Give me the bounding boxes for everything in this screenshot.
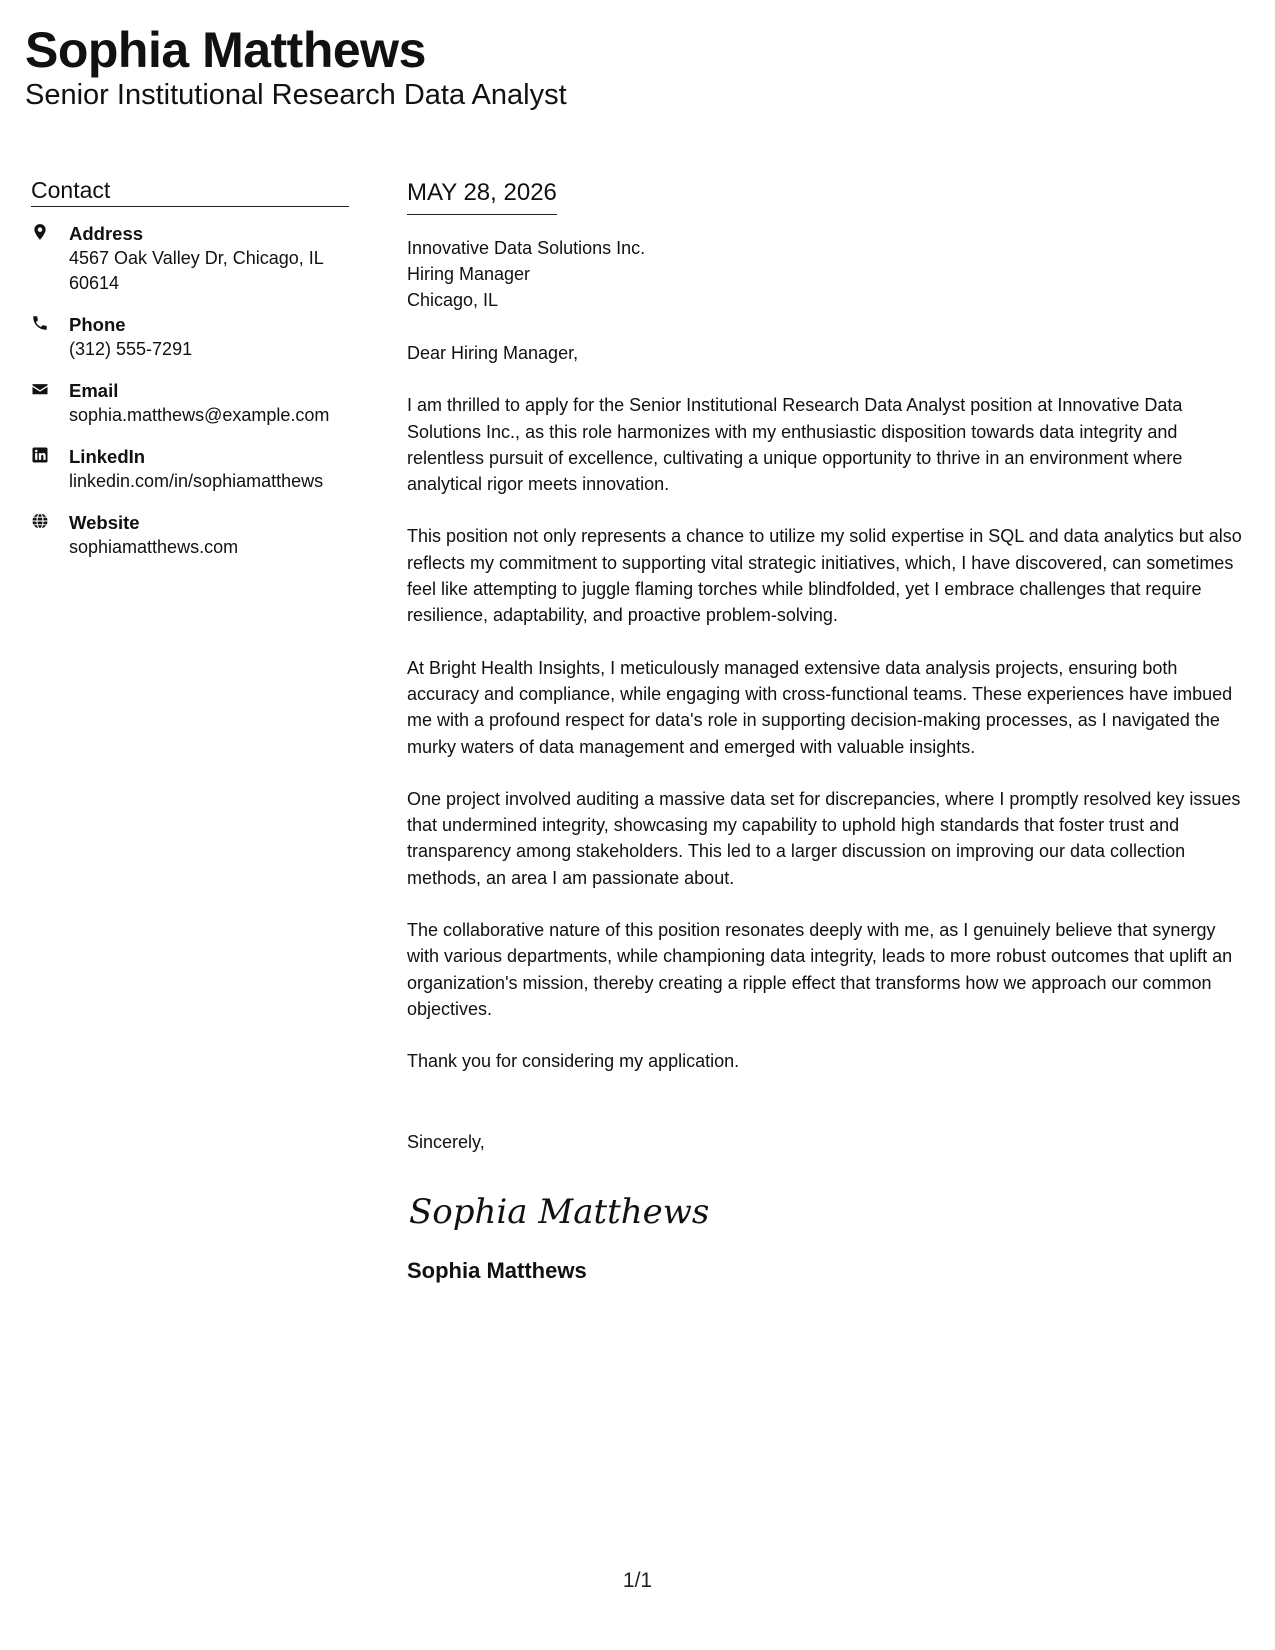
recipient-location: Chicago, IL — [407, 290, 499, 310]
contact-label-email: Email — [69, 380, 119, 401]
contact-heading: Contact — [31, 176, 349, 207]
signature — [407, 1185, 1252, 1235]
paragraph-5: The collaborative nature of this position resonates deeply with me, as I genuinely believe that synergy with various departments, while championing data integrity, leads to more robust outcomes that uplift an organization's mission, thereby creating a ripple effect that transforms how we approach our common objectives. — [407, 920, 1233, 1019]
paragraph-4: One project involved auditing a massive data set for discrepancies, where I promptly resolved key issues that undermined integrity, showcasing my capability to uphold high standards that foster trust and transparency among stakeholders. This led to a larger discussion on improving our data collection methods, an area I am passionate about. — [407, 788, 1241, 888]
salutation: Dear Hiring Manager, — [407, 343, 579, 363]
envelope-icon — [31, 378, 69, 398]
paragraph-2: This position not only represents a chance to utilize my solid expertise in SQL and data analytics but also reflects my commitment to supporting vital strategic initiatives, which, I have discovered, can sometimes feel like attempting to juggle flaming torches while blindfolded, yet I embrace challenges that require resilience, adaptability, and proactive problem-solving. — [407, 526, 1242, 626]
recipient-block — [407, 235, 1252, 313]
contact-website — [31, 510, 349, 560]
signature-graphic — [407, 1185, 710, 1235]
applicant-name: Sophia Matthews — [25, 22, 426, 78]
map-pin-icon — [31, 221, 69, 241]
contact-label-linkedin: LinkedIn — [69, 446, 146, 467]
page-number: 1/1 — [622, 1569, 653, 1592]
contact-address — [31, 221, 349, 296]
recipient-company: Innovative Data Solutions Inc. — [407, 238, 646, 258]
signature-text: Sophia Matthews — [409, 1191, 710, 1232]
contact-linkedin — [31, 444, 349, 494]
globe-icon — [31, 510, 69, 530]
paragraph-3: At Bright Health Insights, I meticulously managed extensive data analysis projects, ensuring both accuracy and compliance, while engaging with cross-functional teams. These experiences have imbued me with a profound respect for data's role in supporting decision-making processes, as I navigated the murky waters of data management and emerged with valuable insights. — [407, 657, 1233, 757]
website-value[interactable]: sophiamatthews.com — [69, 537, 239, 557]
linkedin-icon — [31, 444, 69, 464]
paragraph-1: I am thrilled to apply for the Senior Institutional Research Data Analyst position at Innovative Data Solutions Inc., as this role harmonizes with my enthusiastic disposition towards data integrity and relentless pursuit of excellence, cultivating a unique opportunity to thrive in an environment where analytical rigor meets innovation. — [407, 395, 1183, 495]
letter-body — [407, 178, 1252, 1285]
recipient-role: Hiring Manager — [407, 264, 531, 284]
paragraph-thanks: Thank you for considering my application. — [407, 1051, 740, 1072]
phone-icon — [31, 312, 69, 332]
linkedin-value[interactable]: linkedin.com/in/sophiamatthews — [69, 471, 324, 491]
address-line-2: 60614 — [69, 273, 120, 293]
contact-email — [31, 378, 349, 428]
contact-phone — [31, 312, 349, 362]
contact-sidebar — [31, 176, 349, 576]
contact-label-address: Address — [69, 223, 144, 244]
contact-label-phone: Phone — [69, 314, 126, 335]
applicant-title: Senior Institutional Research Data Analyst — [25, 79, 567, 111]
contact-label-website: Website — [69, 512, 140, 533]
letter-date: MAY 28, 2026 — [407, 178, 557, 215]
email-value[interactable]: sophia.matthews@example.com — [69, 405, 330, 425]
address-line-1: 4567 Oak Valley Dr, Chicago, IL — [69, 248, 324, 268]
signer-name: Sophia Matthews — [407, 1257, 587, 1283]
letter-header — [25, 22, 567, 112]
closing: Sincerely, — [407, 1131, 485, 1152]
phone-value[interactable]: (312) 555-7291 — [69, 339, 193, 359]
